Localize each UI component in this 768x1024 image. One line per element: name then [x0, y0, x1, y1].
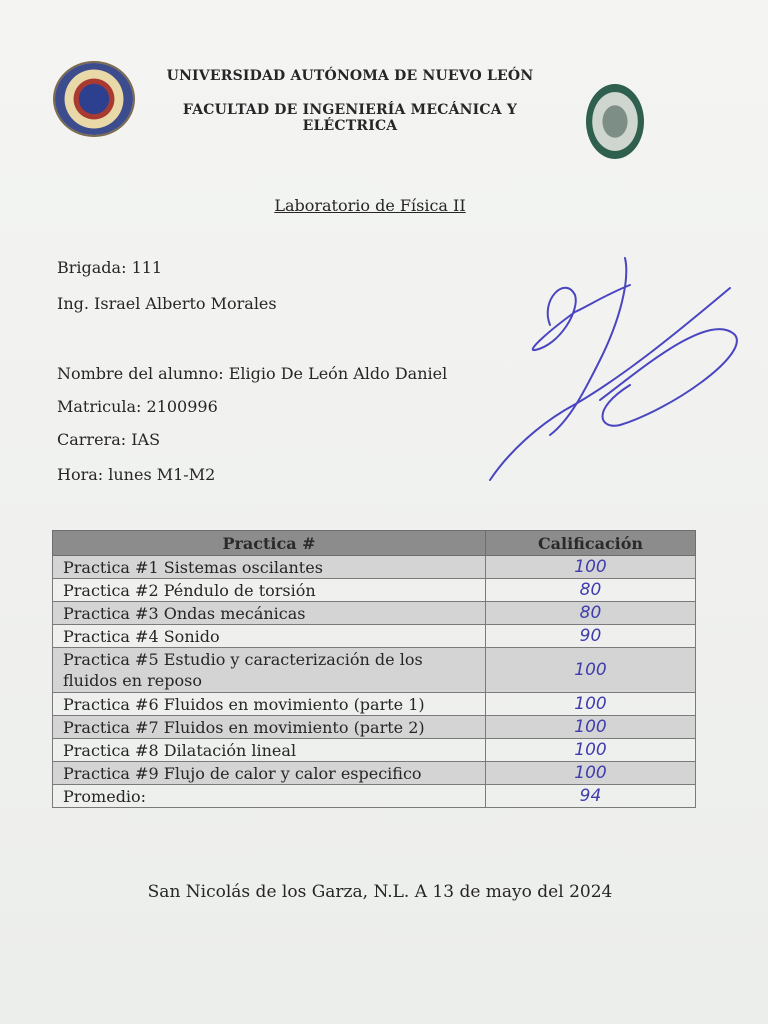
table-row	[53, 556, 696, 579]
table-row	[53, 648, 696, 693]
table-row	[53, 625, 696, 648]
teacher-field: Ing. Israel Alberto Morales	[57, 294, 277, 313]
university-name: UNIVERSIDAD AUTÓNOMA DE NUEVO LEÓN	[166, 68, 534, 84]
grade-cell: 80	[486, 602, 696, 625]
uanl-seal-icon	[55, 63, 133, 135]
practice-column-header: Practica #	[53, 531, 486, 556]
practice-cell: Practica #8 Dilatación lineal	[53, 739, 486, 762]
practice-cell: Practica #9 Flujo de calor y calor especifico	[53, 762, 486, 785]
grade-cell: 80	[486, 579, 696, 602]
practice-cell: Practica #3 Ondas mecánicas	[53, 602, 486, 625]
grades-table	[52, 530, 696, 808]
grade-cell: 100	[486, 716, 696, 739]
table-row	[53, 602, 696, 625]
matricula-field: Matricula: 2100996	[57, 397, 218, 416]
practice-cell: Practica #1 Sistemas oscilantes	[53, 556, 486, 579]
grade-cell: 100	[486, 739, 696, 762]
handwritten-signature	[480, 250, 750, 490]
practice-cell: Practica #2 Péndulo de torsión	[53, 579, 486, 602]
brigada-field: Brigada: 111	[57, 258, 163, 277]
grade-cell: 100	[486, 556, 696, 579]
table-row	[53, 693, 696, 716]
average-value: 94	[486, 785, 696, 808]
practice-cell: Practica #4 Sonido	[53, 625, 486, 648]
student-name-field: Nombre del alumno: Eligio De León Aldo Daniel	[57, 364, 448, 383]
table-row	[53, 739, 696, 762]
table-row	[53, 579, 696, 602]
fime-seal-icon	[586, 84, 644, 159]
carrera-field: Carrera: IAS	[57, 430, 161, 449]
grade-cell: 90	[486, 625, 696, 648]
average-label: Promedio:	[53, 785, 486, 808]
grade-cell: 100	[486, 648, 696, 693]
lab-title: Laboratorio de Física II	[274, 196, 466, 215]
average-row	[53, 785, 696, 808]
table-row	[53, 762, 696, 785]
grade-column-header: Calificación	[486, 531, 696, 556]
grade-cell: 100	[486, 762, 696, 785]
practice-cell: Practica #5 Estudio y caracterización de los fluidos en reposo	[53, 648, 486, 693]
faculty-name: FACULTAD DE INGENIERÍA MECÁNICA Y ELÉCTRICA	[182, 102, 518, 134]
hora-field: Hora: lunes M1-M2	[57, 465, 216, 484]
practice-cell: Practica #7 Fluidos en movimiento (parte 2)	[53, 716, 486, 739]
table-row	[53, 716, 696, 739]
place-date-footer: San Nicolás de los Garza, N.L. A 13 de mayo del 2024	[147, 882, 613, 902]
grade-cell: 100	[486, 693, 696, 716]
table-header-row	[53, 531, 696, 556]
practice-cell: Practica #6 Fluidos en movimiento (parte 1)	[53, 693, 486, 716]
